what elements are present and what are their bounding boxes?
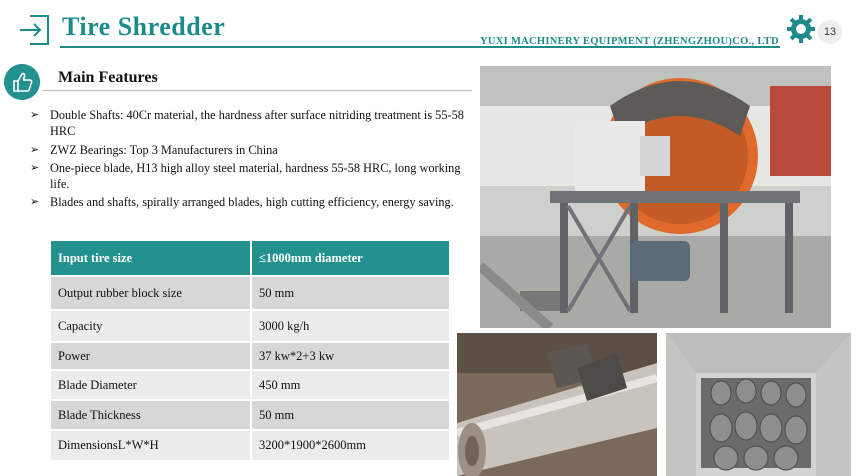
- spec-label: Blade Diameter: [51, 370, 251, 400]
- company-name: YUXI MACHINERY EQUIPMENT (ZHENGZHOU)CO., LTD: [480, 36, 779, 47]
- feature-list: [30, 107, 470, 213]
- spec-label: Capacity: [51, 310, 251, 342]
- table-row: [51, 310, 449, 342]
- spec-value: 37 kw*2+3 kw: [251, 342, 449, 370]
- table-row: [51, 276, 449, 310]
- arrow-bullet-icon: ➢: [30, 143, 40, 156]
- table-header-cell: ≤1000mm diameter: [251, 241, 449, 276]
- shredder-blades-photo: [666, 333, 851, 476]
- page-title: Tire Shredder: [62, 12, 226, 41]
- spec-label: DimensionsL*W*H: [51, 430, 251, 460]
- table-row: [51, 430, 449, 460]
- table-row: [51, 370, 449, 400]
- table-header-row: [51, 241, 449, 276]
- spec-value: 50 mm: [251, 276, 449, 310]
- spec-value: 450 mm: [251, 370, 449, 400]
- thumbs-up-icon: [4, 64, 40, 100]
- page-number: 13: [818, 20, 842, 44]
- gear-logo-icon: [786, 14, 816, 44]
- arrow-bullet-icon: ➢: [30, 196, 40, 209]
- shredder-shaft-photo: [457, 333, 657, 476]
- tire-shredder-machine-photo: [480, 66, 831, 328]
- table-row: [51, 400, 449, 430]
- list-item: ➢ Blades and shafts, spirally arranged blades, high cutting efficiency, energy saving.: [30, 195, 454, 210]
- spec-label: Output rubber block size: [51, 276, 251, 310]
- table-header-cell: Input tire size: [51, 241, 251, 276]
- spec-value: 50 mm: [251, 400, 449, 430]
- arrow-bullet-icon: ➢: [30, 161, 40, 174]
- section-divider: [42, 90, 472, 91]
- list-item: ➢ ZWZ Bearings: Top 3 Manufacturers in China: [30, 142, 278, 157]
- spec-value: 3200*1900*2600mm: [251, 430, 449, 460]
- spec-value: 3000 kg/h: [251, 310, 449, 342]
- section-title: Main Features: [58, 69, 158, 86]
- arrow-bullet-icon: ➢: [30, 109, 40, 121]
- exit-arrow-icon: [16, 12, 52, 48]
- table-row: [51, 342, 449, 370]
- spec-label: Power: [51, 342, 251, 370]
- spec-table: [51, 241, 449, 460]
- list-item: ➢ Double Shafts: 40Cr material, the hardness after surface nitriding treatment is 55-58 HRC: [30, 108, 464, 139]
- spec-label: Blade Thickness: [51, 400, 251, 430]
- list-item: ➢ One-piece blade, H13 high alloy steel material, hardness 55-58 HRC, long working life.: [30, 160, 461, 192]
